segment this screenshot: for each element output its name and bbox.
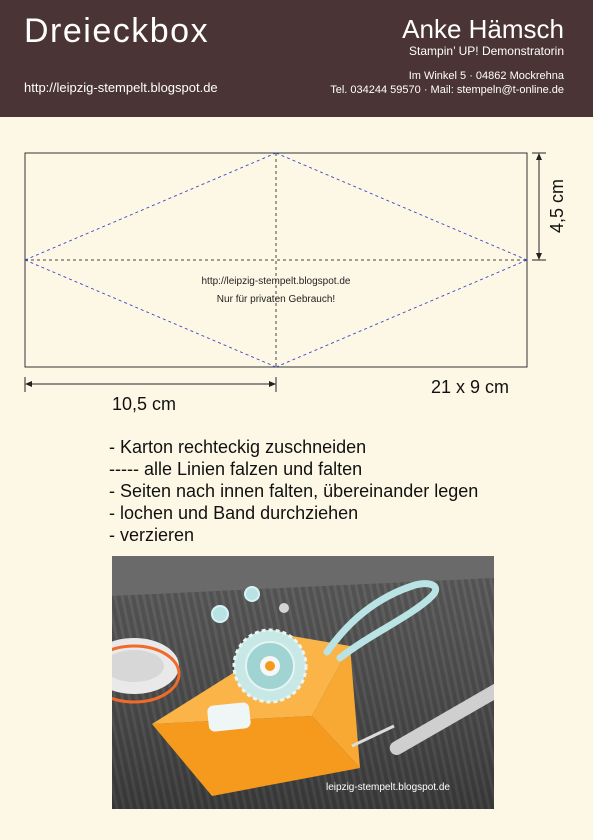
page-title: Dreieckbox (24, 12, 210, 50)
width-dimension (25, 377, 276, 392)
author-name: Anke Hämsch (402, 14, 564, 44)
rosette-icon (234, 630, 306, 702)
instruction-step: ----- alle Linien falzen und falten (109, 459, 363, 479)
template-usage-note: Nur für privaten Gebrauch! (216, 294, 336, 305)
author-role: Stampin’ UP! Demonstratorin (409, 44, 564, 58)
instruction-step: - Karton rechteckig zuschneiden (109, 437, 367, 457)
template-url-note: http://leipzig-stempelt.blogspot.de (201, 276, 351, 287)
blog-url[interactable]: http://leipzig-stempelt.blogspot.de (24, 80, 218, 95)
instruction-step: - lochen und Band durchziehen (109, 503, 359, 523)
instruction-step: - Seiten nach innen falten, übereinander legen (109, 481, 479, 501)
instruction-step: - verzieren (109, 525, 195, 545)
height-dimension (532, 153, 546, 260)
author-contact: Tel. 034244 59570 · Mail: stempeln@t-online.de (330, 84, 564, 96)
photo-credit: leipzig-stempelt.blogspot.de (326, 782, 450, 793)
header-banner (0, 0, 593, 117)
size-label: 21 x 9 cm (430, 377, 510, 397)
height-label: 4,5 cm (547, 178, 567, 234)
instruction-list (109, 436, 478, 546)
template-diagram (0, 140, 593, 430)
author-address: Im Winkel 5 · 04862 Mockrehna (408, 70, 564, 82)
product-photo (112, 556, 494, 809)
width-label: 10,5 cm (111, 394, 177, 414)
